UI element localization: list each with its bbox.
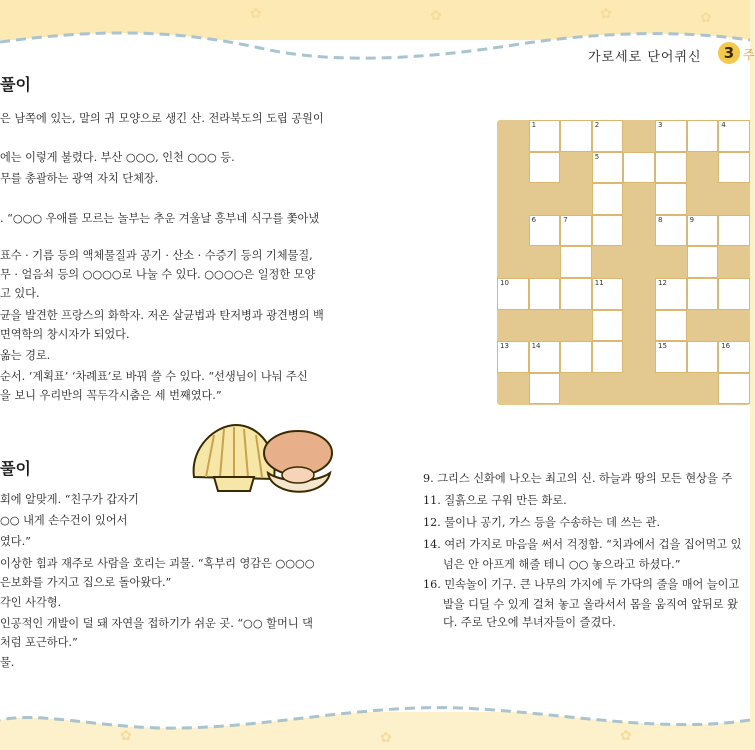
cell-number: 5 [594,152,600,161]
paw-icon: ✿ [380,730,392,746]
crossword-cell[interactable] [529,152,561,184]
down-clue-line: 14. 여러 가지로 마음을 써서 걱정함. “치과에서 겁을 집어먹고 있 [423,538,742,551]
header-title: 가로세로 단어퀴신 [588,50,702,65]
down-clue-line: ○○ 내게 손수건이 있어서 [0,514,128,527]
across-clue-line: 옮는 경로. [0,349,51,362]
cell-number: 9 [689,215,695,224]
crossword-cell[interactable] [592,120,624,152]
across-clue-line: 균을 발견한 프랑스의 화학자. 저온 살균법과 탄저병과 광견병의 백 [0,309,324,322]
crossword-cell[interactable] [655,215,687,247]
cell-number: 11 [594,279,604,287]
cell-number: 6 [531,215,537,224]
crossword-cell[interactable] [529,373,561,405]
cell-number: 10 [500,279,509,287]
crossword-cell[interactable] [497,341,529,373]
paw-icon: ✿ [250,6,262,22]
cell-number: 3 [658,121,663,129]
bottom-wave-border [0,690,750,750]
crossword-cell[interactable] [687,215,719,247]
down-clue-line: 다. 주로 단오에 부녀자들이 즐겼다. [443,616,616,629]
across-clue-line: 면역학의 창시자가 되었다. [0,328,130,341]
crossword-cell[interactable] [718,215,750,247]
crossword-cell[interactable] [560,278,592,310]
down-clue-line: 넘은 안 아프게 해줄 테니 ○○ 놓으라고 하셨다.” [443,558,681,571]
crossword-cell[interactable] [560,120,592,152]
cell-number: 7 [563,215,568,224]
cell-number: 16 [721,342,731,351]
crossword-cell[interactable] [718,341,750,373]
paw-icon: ✿ [620,728,632,744]
cell-number: 2 [594,121,600,129]
paw-icon: ✿ [120,728,132,744]
crossword-cell[interactable] [655,341,687,373]
crossword-cell[interactable] [529,120,561,152]
cell-number: 12 [658,279,667,287]
down-clue-line: 발을 디딜 수 있게 걸쳐 놓고 올라서서 몸을 움직여 앞뒤로 왔 [443,598,738,611]
cell-number: 15 [658,342,667,351]
crossword-cell[interactable] [623,152,655,184]
across-clue-line: . “○○○ 우애를 모르는 놀부는 추운 겨울날 흥부네 식구를 쫓아냈 [0,212,320,225]
crossword-cell[interactable] [592,278,624,310]
cell-number: 1 [531,121,537,129]
down-clue-line: 처럼 포근하다.” [0,636,78,649]
cell-number: 4 [721,121,726,129]
down-clue-line: 회에 알맞게. “친구가 갑자기 [0,493,139,506]
crossword-grid [497,120,750,405]
crossword-cell[interactable] [718,152,750,184]
crossword-cell[interactable] [592,183,624,215]
crossword-cell[interactable] [592,310,624,342]
down-section-title: 풀이 [0,459,31,478]
down-clue-line: 인공적인 개발이 덜 돼 자연을 접하기가 쉬운 곳. “○○ 할머니 댁 [0,617,313,630]
across-clue-line: 순서. ‘계획표’ ‘차례표’로 바꿔 쓸 수 있다. “선생님이 나눠 주신 [0,370,308,383]
across-clue-line: 표수 · 기름 등의 액체물질과 공기 · 산소 · 수증기 등의 기체물질, [0,249,313,262]
across-clue-line: 을 보니 우리반의 꼭두각시춤은 세 번째였다.” [0,389,222,402]
crossword-cell[interactable] [655,310,687,342]
crossword-cell[interactable] [718,373,750,405]
crossword-cell[interactable] [718,120,750,152]
down-clue-line: 16. 민속놀이 기구. 큰 나무의 가지에 두 가닥의 줄을 매어 늘이고 [423,578,740,591]
crossword-cell[interactable] [560,215,592,247]
across-clue-line: 에는 이렇게 불렸다. 부산 ○○○, 인천 ○○○ 등. [0,151,235,164]
down-clue-line: 였다.” [0,535,31,548]
across-clue-line: 고 있다. [0,287,40,300]
week-suffix: 주 [743,48,755,62]
crossword-cell[interactable] [529,341,561,373]
cell-number: 13 [500,342,509,351]
down-clue-line: 12. 물이나 공기, 가스 등을 수송하는 데 쓰는 관. [423,516,661,529]
crossword-cell[interactable] [592,152,624,184]
paw-icon: ✿ [700,10,712,26]
crossword-cell[interactable] [560,246,592,278]
down-clue-line: 각인 사각형. [0,596,62,609]
down-clue-line: 이상한 힘과 재주로 사람을 호리는 괴물. “혹부리 영감은 ○○○○ [0,557,315,570]
across-clue-line: 무를 총괄하는 광역 자치 단체장. [0,172,159,185]
clam-shell-illustration [186,417,336,507]
across-clue-line: 은 남쪽에 있는, 말의 귀 모양으로 생긴 산. 전라북도의 도립 공원이 [0,112,324,125]
crossword-cell[interactable] [560,341,592,373]
across-section-title: 풀이 [0,75,31,94]
crossword-cell[interactable] [687,246,719,278]
down-clue-line: 은보화를 가지고 집으로 돌아왔다.” [0,576,172,589]
down-clue-line: 9. 그리스 신화에 나오는 최고의 신. 하늘과 땅의 모든 현상을 주 [423,472,733,485]
week-badge: 3 [718,42,740,64]
paw-icon: ✿ [600,6,612,22]
crossword-cell[interactable] [687,278,719,310]
crossword-cell[interactable] [687,120,719,152]
paw-icon: ✿ [430,8,442,24]
crossword-cell[interactable] [655,278,687,310]
down-clue-line: 11. 질흙으로 구워 만든 화로. [423,494,567,507]
cell-number: 8 [658,215,663,224]
crossword-cell[interactable] [655,152,687,184]
crossword-cell[interactable] [497,278,529,310]
crossword-cell[interactable] [529,278,561,310]
crossword-cell[interactable] [687,341,719,373]
cell-number: 14 [531,342,541,351]
crossword-cell[interactable] [529,215,561,247]
crossword-cell[interactable] [592,215,624,247]
crossword-cell[interactable] [655,120,687,152]
across-clue-line: 무 · 얼음쇠 등의 ○○○○로 나눌 수 있다. ○○○○은 일정한 모양 [0,268,316,281]
down-clue-line: 물. [0,656,15,669]
crossword-cell[interactable] [655,183,687,215]
crossword-cell[interactable] [718,278,750,310]
crossword-cell[interactable] [592,341,624,373]
